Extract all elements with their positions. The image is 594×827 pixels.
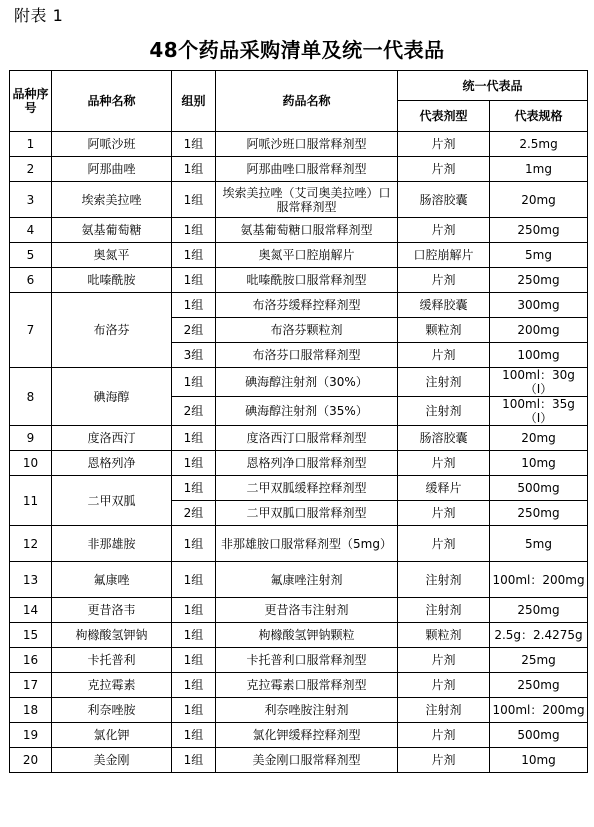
group-cell: 1组 (172, 648, 216, 673)
dosage-form-cell: 注射剂 (398, 598, 490, 623)
variety-name-cell: 枸橼酸氢钾钠 (52, 623, 172, 648)
table-row (10, 157, 588, 182)
dosage-form-cell: 片剂 (398, 501, 490, 526)
header-spec: 代表规格 (490, 101, 588, 132)
spec-cell: 5mg (490, 243, 588, 268)
table-row (10, 132, 588, 157)
drug-name-cell: 克拉霉素口服常释剂型 (216, 673, 398, 698)
seq-cell: 15 (10, 623, 52, 648)
group-cell: 1组 (172, 623, 216, 648)
seq-cell: 14 (10, 598, 52, 623)
table-row (10, 623, 588, 648)
spec-cell: 100ml：35g（I） (490, 397, 588, 426)
dosage-form-cell: 片剂 (398, 723, 490, 748)
spec-cell: 1mg (490, 157, 588, 182)
drug-name-cell: 奥氮平口腔崩解片 (216, 243, 398, 268)
variety-name-cell: 阿哌沙班 (52, 132, 172, 157)
spec-cell: 500mg (490, 476, 588, 501)
group-cell: 1组 (172, 451, 216, 476)
seq-cell: 4 (10, 218, 52, 243)
drug-name-cell: 布洛芬颗粒剂 (216, 318, 398, 343)
spec-cell: 25mg (490, 648, 588, 673)
drug-name-cell: 布洛芬口服常释剂型 (216, 343, 398, 368)
variety-name-cell: 布洛芬 (52, 293, 172, 368)
variety-name-cell: 非那雄胺 (52, 526, 172, 562)
table-row (10, 698, 588, 723)
spec-cell: 2.5g：2.4275g (490, 623, 588, 648)
group-cell: 1组 (172, 673, 216, 698)
spec-cell: 250mg (490, 501, 588, 526)
group-cell: 3组 (172, 343, 216, 368)
drug-name-cell: 利奈唑胺注射剂 (216, 698, 398, 723)
group-cell: 1组 (172, 243, 216, 268)
table-body (10, 132, 588, 773)
dosage-form-cell: 颗粒剂 (398, 318, 490, 343)
table-row (10, 268, 588, 293)
drug-name-cell: 吡嗪酰胺口服常释剂型 (216, 268, 398, 293)
variety-name-cell: 美金刚 (52, 748, 172, 773)
drug-name-cell: 碘海醇注射剂（30%） (216, 368, 398, 397)
spec-cell: 100ml：200mg (490, 698, 588, 723)
seq-cell: 3 (10, 182, 52, 218)
drug-name-cell: 度洛西汀口服常释剂型 (216, 426, 398, 451)
group-cell: 1组 (172, 368, 216, 397)
seq-cell: 13 (10, 562, 52, 598)
seq-cell: 18 (10, 698, 52, 723)
variety-name-cell: 氨基葡萄糖 (52, 218, 172, 243)
group-cell: 1组 (172, 598, 216, 623)
group-cell: 1组 (172, 723, 216, 748)
spec-cell: 250mg (490, 598, 588, 623)
spec-cell: 100mg (490, 343, 588, 368)
table-row (10, 562, 588, 598)
drug-name-cell: 二甲双胍口服常释剂型 (216, 501, 398, 526)
dosage-form-cell: 注射剂 (398, 397, 490, 426)
dosage-form-cell: 片剂 (398, 673, 490, 698)
variety-name-cell: 度洛西汀 (52, 426, 172, 451)
spec-cell: 250mg (490, 673, 588, 698)
drug-list-table (9, 70, 588, 773)
spec-cell: 250mg (490, 268, 588, 293)
dosage-form-cell: 注射剂 (398, 698, 490, 723)
seq-cell: 7 (10, 293, 52, 368)
dosage-form-cell: 颗粒剂 (398, 623, 490, 648)
dosage-form-cell: 片剂 (398, 748, 490, 773)
group-cell: 1组 (172, 157, 216, 182)
seq-cell: 6 (10, 268, 52, 293)
drug-name-cell: 阿哌沙班口服常释剂型 (216, 132, 398, 157)
header-seq: 品种序号 (10, 71, 52, 132)
dosage-form-cell: 片剂 (398, 157, 490, 182)
header-representative: 统一代表品 (398, 71, 588, 101)
table-row (10, 526, 588, 562)
spec-cell: 10mg (490, 451, 588, 476)
variety-name-cell: 氯化钾 (52, 723, 172, 748)
spec-cell: 2.5mg (490, 132, 588, 157)
appendix-label: 附表 1 (14, 6, 64, 25)
spec-cell: 5mg (490, 526, 588, 562)
seq-cell: 19 (10, 723, 52, 748)
spec-cell: 300mg (490, 293, 588, 318)
drug-name-cell: 氨基葡萄糖口服常释剂型 (216, 218, 398, 243)
table-row (10, 723, 588, 748)
drug-name-cell: 二甲双胍缓释控释剂型 (216, 476, 398, 501)
seq-cell: 20 (10, 748, 52, 773)
drug-name-cell: 枸橼酸氢钾钠颗粒 (216, 623, 398, 648)
group-cell: 1组 (172, 268, 216, 293)
header-group: 组别 (172, 71, 216, 132)
spec-cell: 250mg (490, 218, 588, 243)
seq-cell: 11 (10, 476, 52, 526)
table-row (10, 598, 588, 623)
seq-cell: 2 (10, 157, 52, 182)
header-variety-name: 品种名称 (52, 71, 172, 132)
variety-name-cell: 奥氮平 (52, 243, 172, 268)
dosage-form-cell: 口腔崩解片 (398, 243, 490, 268)
seq-cell: 12 (10, 526, 52, 562)
spec-cell: 20mg (490, 182, 588, 218)
group-cell: 1组 (172, 698, 216, 723)
variety-name-cell: 卡托普利 (52, 648, 172, 673)
dosage-form-cell: 缓释胶囊 (398, 293, 490, 318)
drug-name-cell: 非那雄胺口服常释剂型（5mg） (216, 526, 398, 562)
table-row (10, 748, 588, 773)
table-row (10, 426, 588, 451)
table-row (10, 648, 588, 673)
drug-name-cell: 更昔洛韦注射剂 (216, 598, 398, 623)
group-cell: 1组 (172, 293, 216, 318)
table-row (10, 293, 588, 318)
drug-name-cell: 布洛芬缓释控释剂型 (216, 293, 398, 318)
spec-cell: 20mg (490, 426, 588, 451)
spec-cell: 10mg (490, 748, 588, 773)
dosage-form-cell: 片剂 (398, 268, 490, 293)
group-cell: 2组 (172, 501, 216, 526)
table-row (10, 673, 588, 698)
group-cell: 1组 (172, 476, 216, 501)
variety-name-cell: 阿那曲唑 (52, 157, 172, 182)
variety-name-cell: 碘海醇 (52, 368, 172, 426)
dosage-form-cell: 注射剂 (398, 562, 490, 598)
table-row (10, 243, 588, 268)
drug-name-cell: 恩格列净口服常释剂型 (216, 451, 398, 476)
dosage-form-cell: 片剂 (398, 343, 490, 368)
variety-name-cell: 恩格列净 (52, 451, 172, 476)
group-cell: 2组 (172, 397, 216, 426)
drug-name-cell: 氯化钾缓释控释剂型 (216, 723, 398, 748)
variety-name-cell: 二甲双胍 (52, 476, 172, 526)
group-cell: 1组 (172, 132, 216, 157)
group-cell: 1组 (172, 426, 216, 451)
spec-cell: 100ml：30g（I） (490, 368, 588, 397)
table-row (10, 368, 588, 397)
group-cell: 1组 (172, 562, 216, 598)
seq-cell: 5 (10, 243, 52, 268)
seq-cell: 8 (10, 368, 52, 426)
dosage-form-cell: 片剂 (398, 218, 490, 243)
group-cell: 1组 (172, 526, 216, 562)
table-row (10, 182, 588, 218)
header-drug-name: 药品名称 (216, 71, 398, 132)
variety-name-cell: 吡嗪酰胺 (52, 268, 172, 293)
spec-cell: 200mg (490, 318, 588, 343)
variety-name-cell: 克拉霉素 (52, 673, 172, 698)
drug-name-cell: 碘海醇注射剂（35%） (216, 397, 398, 426)
spec-cell: 100ml：200mg (490, 562, 588, 598)
table-row (10, 451, 588, 476)
header-dosage-form: 代表剂型 (398, 101, 490, 132)
seq-cell: 10 (10, 451, 52, 476)
dosage-form-cell: 片剂 (398, 648, 490, 673)
dosage-form-cell: 肠溶胶囊 (398, 182, 490, 218)
drug-name-cell: 阿那曲唑口服常释剂型 (216, 157, 398, 182)
drug-name-cell: 氟康唑注射剂 (216, 562, 398, 598)
table-row (10, 218, 588, 243)
variety-name-cell: 氟康唑 (52, 562, 172, 598)
variety-name-cell: 埃索美拉唑 (52, 182, 172, 218)
group-cell: 2组 (172, 318, 216, 343)
table-row (10, 476, 588, 501)
dosage-form-cell: 缓释片 (398, 476, 490, 501)
drug-name-cell: 美金刚口服常释剂型 (216, 748, 398, 773)
dosage-form-cell: 片剂 (398, 132, 490, 157)
dosage-form-cell: 片剂 (398, 526, 490, 562)
spec-cell: 500mg (490, 723, 588, 748)
variety-name-cell: 更昔洛韦 (52, 598, 172, 623)
variety-name-cell: 利奈唑胺 (52, 698, 172, 723)
dosage-form-cell: 注射剂 (398, 368, 490, 397)
seq-cell: 9 (10, 426, 52, 451)
group-cell: 1组 (172, 748, 216, 773)
drug-name-cell: 埃索美拉唑（艾司奥美拉唑）口服常释剂型 (216, 182, 398, 218)
dosage-form-cell: 肠溶胶囊 (398, 426, 490, 451)
group-cell: 1组 (172, 218, 216, 243)
seq-cell: 1 (10, 132, 52, 157)
page-title: 48个药品采购清单及统一代表品 (149, 38, 445, 62)
drug-name-cell: 卡托普利口服常释剂型 (216, 648, 398, 673)
seq-cell: 16 (10, 648, 52, 673)
group-cell: 1组 (172, 182, 216, 218)
seq-cell: 17 (10, 673, 52, 698)
dosage-form-cell: 片剂 (398, 451, 490, 476)
